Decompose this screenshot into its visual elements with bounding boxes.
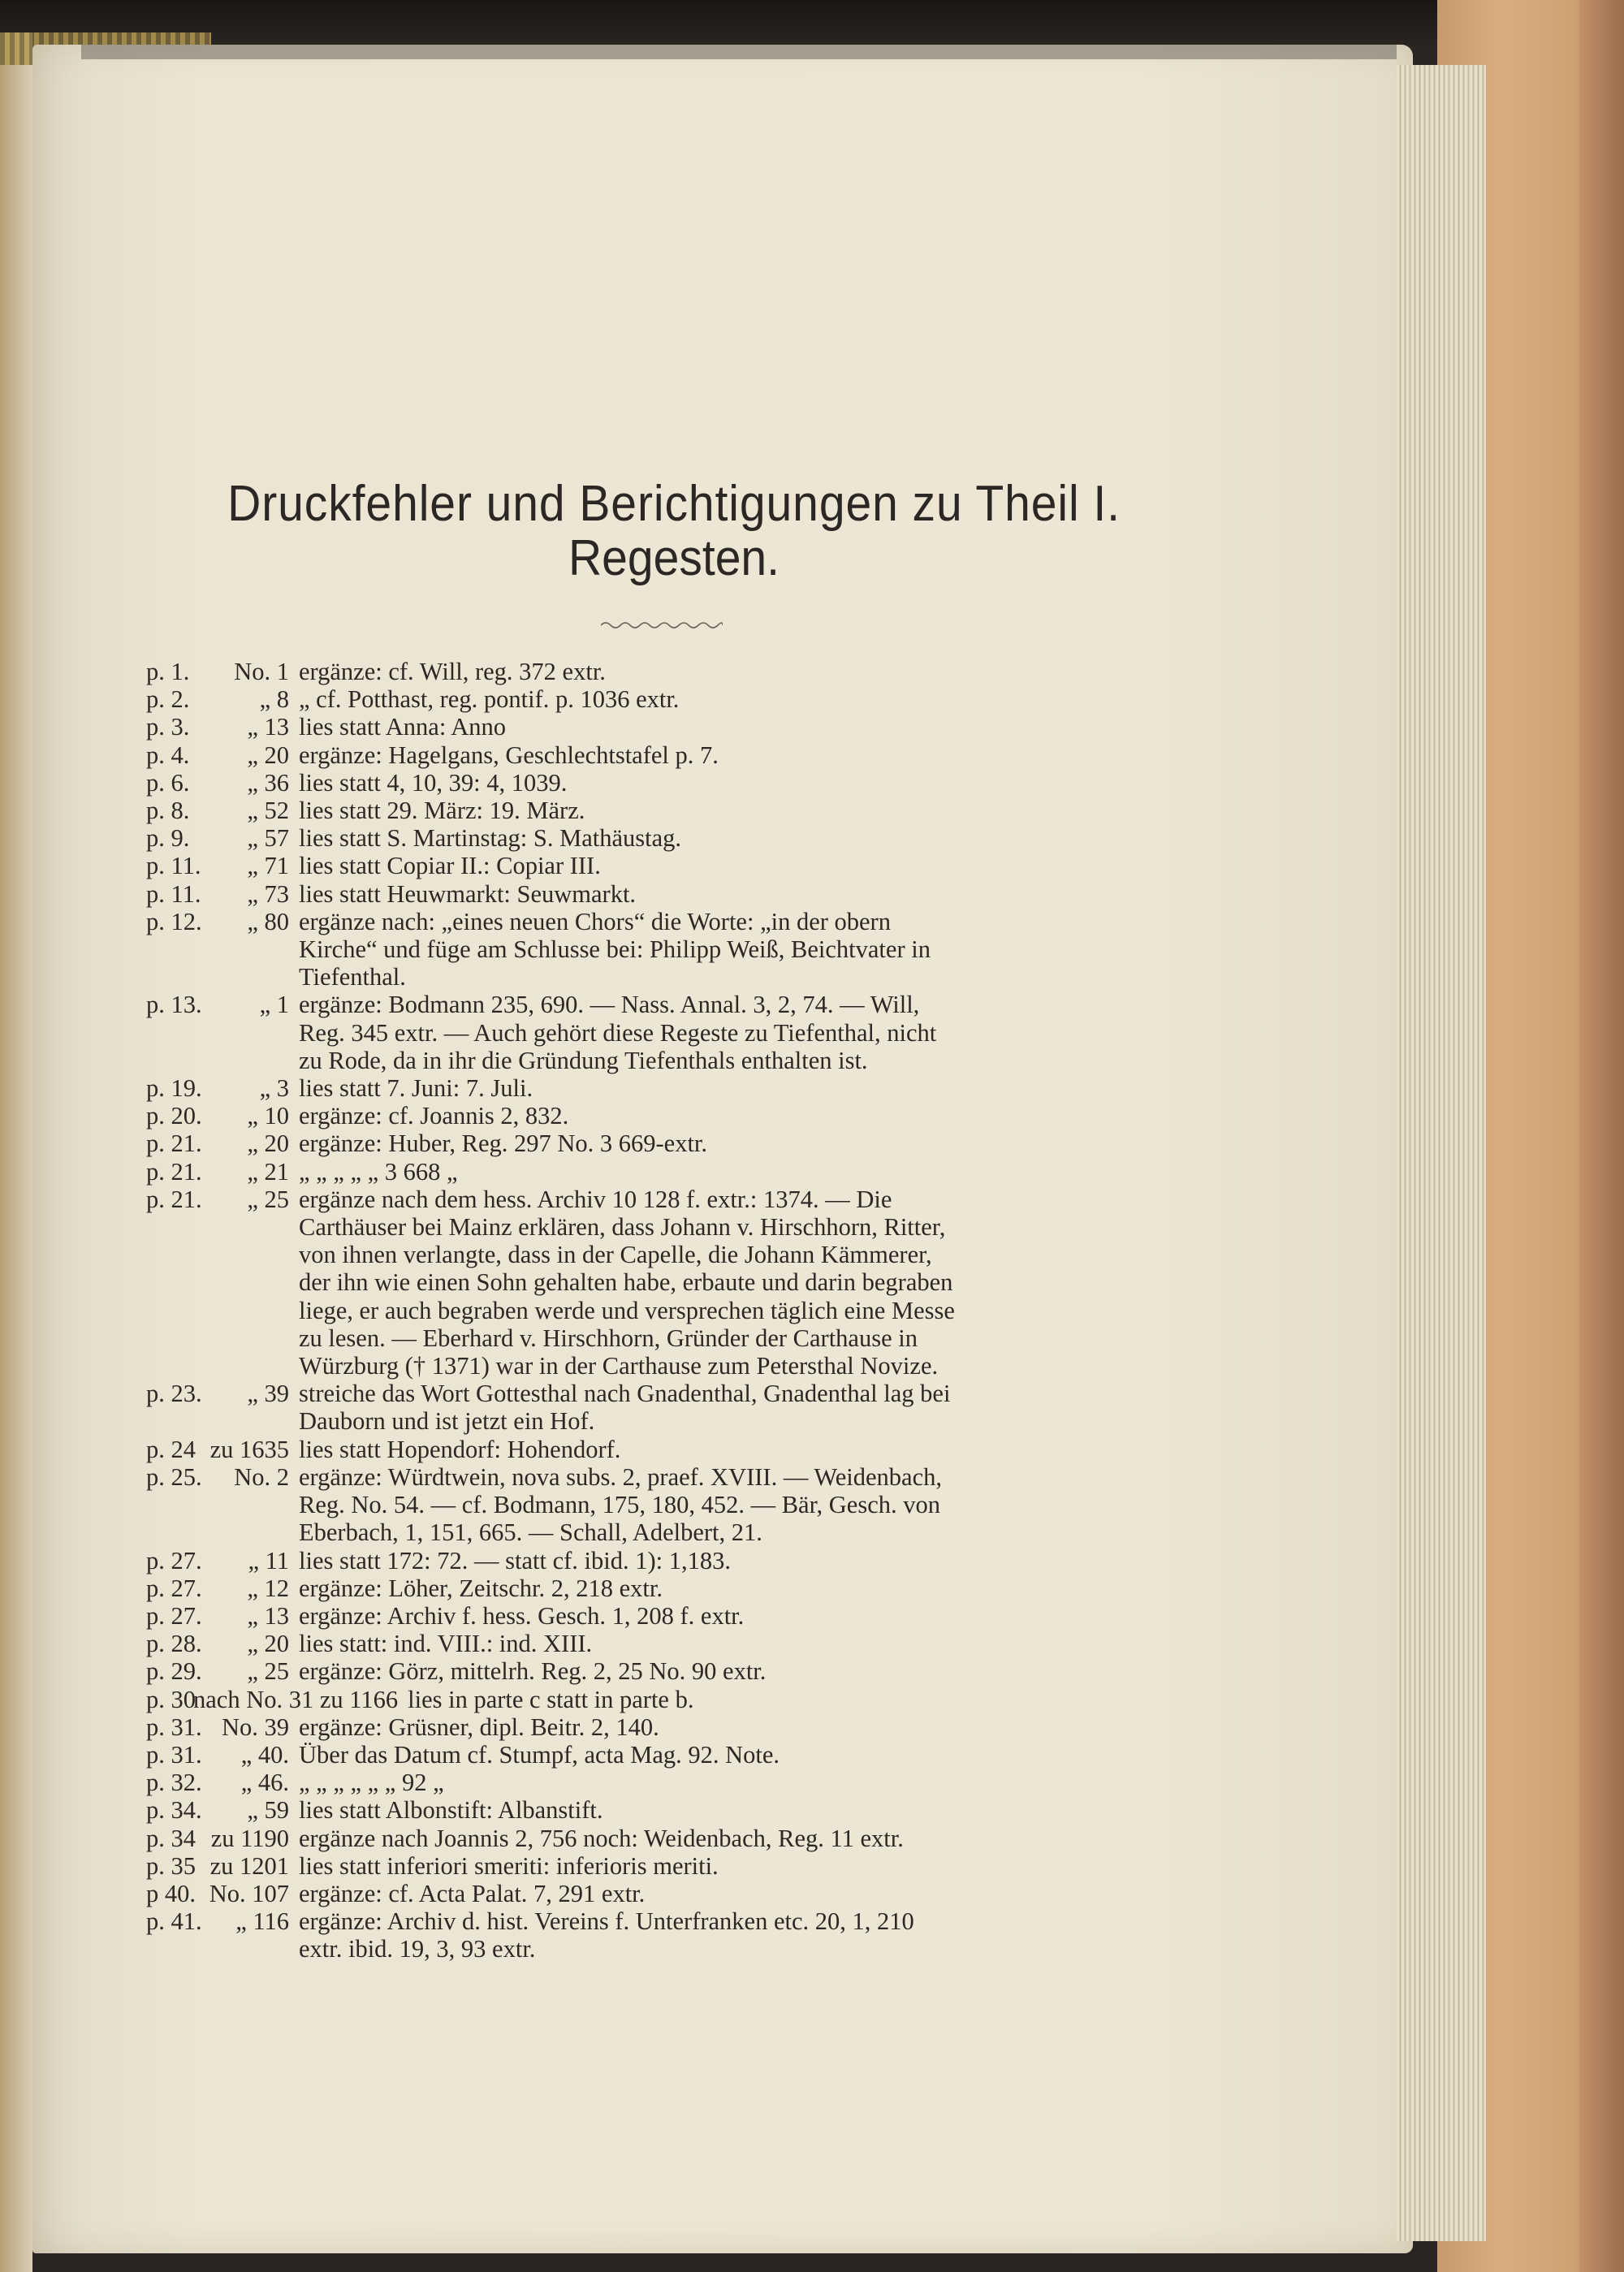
errata-entry	[146, 1880, 1194, 1907]
entry-text-line: Carthäuser bei Mainz erklären, dass Johann v. Hirschhorn, Ritter,	[299, 1213, 946, 1242]
entry-text-line: lies in parte c statt in parte b.	[408, 1685, 694, 1713]
entry-text	[299, 1130, 1194, 1157]
entry-text	[299, 1380, 1194, 1435]
entry-reference: „ 71	[247, 852, 289, 880]
entry-text	[299, 1796, 1194, 1824]
entry-page: p. 19.	[146, 1074, 202, 1103]
entry-reference: „ 12	[247, 1574, 289, 1602]
errata-entry	[146, 1852, 1194, 1880]
entry-page: p. 41.	[146, 1907, 202, 1936]
entry-reference: „ 20	[247, 741, 289, 769]
entry-text	[299, 1657, 1194, 1685]
entry-page: p. 31.	[146, 1740, 202, 1769]
entry-page: p. 27.	[146, 1546, 202, 1574]
errata-entry	[146, 1769, 1194, 1796]
entry-page: p. 34.	[146, 1796, 202, 1825]
entry-text-line: lies statt Hopendorf: Hohendorf.	[299, 1435, 621, 1463]
entry-page: p. 21.	[146, 1157, 202, 1186]
entry-reference: „ 21	[247, 1157, 289, 1186]
entry-reference: „ 25	[247, 1185, 289, 1213]
entry-reference: „ 1	[259, 991, 289, 1019]
entry-text	[299, 1574, 1194, 1602]
entry-text-line: ergänze: Würdtwein, nova subs. 2, praef. XVIII. — Weidenbach,	[299, 1462, 942, 1491]
entry-page: p. 20.	[146, 1102, 202, 1130]
page-subtitle: Regesten.	[568, 530, 780, 586]
errata-entry	[146, 1630, 1194, 1657]
errata-entry	[146, 1825, 1194, 1852]
errata-entry	[146, 1130, 1194, 1157]
errata-entry	[146, 1907, 1194, 1963]
errata-entry	[146, 880, 1194, 908]
entry-text	[299, 1769, 1194, 1796]
entry-text-line: zu lesen. — Eberhard v. Hirschhorn, Gründer der Carthause in	[299, 1324, 918, 1352]
entry-page: p. 32.	[146, 1769, 202, 1797]
entry-text-line: Reg. No. 54. — cf. Bodmann, 175, 180, 452. — Bär, Gesch. von	[299, 1491, 940, 1519]
entry-reference: „ 11	[248, 1546, 289, 1574]
entry-text	[299, 769, 1194, 797]
entry-text	[299, 1630, 1194, 1657]
entry-text-line: von ihnen verlangte, dass in der Capelle, die Johann Kämmerer,	[299, 1241, 932, 1269]
entry-text-line: lies statt Heuwmarkt: Seuwmarkt.	[299, 879, 637, 908]
entry-text	[299, 1547, 1194, 1574]
errata-entry	[146, 713, 1194, 741]
left-page-edge	[0, 32, 32, 2272]
errata-entry	[146, 1158, 1194, 1186]
entry-page: p. 27.	[146, 1601, 202, 1630]
errata-entry	[146, 908, 1194, 991]
entry-page: p. 21.	[146, 1130, 202, 1158]
entry-page: p. 9.	[146, 824, 190, 853]
page-stack-edges	[1397, 65, 1486, 2241]
entry-text-line: ergänze: cf. Will, reg. 372 extr.	[299, 658, 606, 685]
entry-text	[299, 1852, 1194, 1880]
entry-reference: „ 39	[247, 1380, 289, 1408]
entry-reference: „ 59	[247, 1796, 289, 1825]
entry-reference: „ 3	[259, 1074, 289, 1103]
errata-entry	[146, 1463, 1194, 1547]
errata-entry	[146, 1686, 1194, 1713]
entry-text	[299, 1907, 1194, 1963]
entry-reference: „ 20	[247, 1130, 289, 1158]
entry-page: p. 27.	[146, 1574, 202, 1602]
errata-entry	[146, 1796, 1194, 1824]
entry-text	[299, 1158, 1194, 1186]
entry-reference: „ 25	[247, 1657, 289, 1686]
entry-text	[299, 1713, 1194, 1741]
entry-text-line: „ cf. Potthast, reg. pontif. p. 1036 extr.	[299, 685, 680, 714]
entry-text-line: lies statt Copiar II.: Copiar III.	[299, 852, 601, 880]
entry-page: p. 8.	[146, 797, 190, 825]
entry-reference: No. 39	[221, 1713, 289, 1741]
entry-page: p. 11.	[146, 852, 201, 880]
entry-text-line: ergänze nach dem hess. Archiv 10 128 f. extr.: 1374. — Die	[299, 1185, 892, 1213]
entry-text	[299, 685, 1194, 713]
entry-reference: „ 13	[247, 713, 289, 741]
errata-entry	[146, 1436, 1194, 1463]
entry-text-line: Über das Datum cf. Stumpf, acta Mag. 92. Note.	[299, 1740, 780, 1769]
entry-text-line: ergänze: Löher, Zeitschr. 2, 218 extr.	[299, 1574, 663, 1602]
errata-entry	[146, 658, 1194, 685]
entry-text	[299, 1741, 1194, 1769]
entry-text-line: lies statt S. Martinstag: S. Mathäustag.	[299, 824, 682, 853]
entry-reference: „ 73	[247, 879, 289, 908]
entry-reference: „ 57	[247, 824, 289, 853]
errata-entry	[146, 1547, 1194, 1574]
entry-reference: „ 116	[235, 1907, 289, 1936]
entry-text	[299, 713, 1194, 741]
entry-page: p. 12.	[146, 907, 202, 935]
errata-entry	[146, 797, 1194, 824]
entry-text	[299, 1102, 1194, 1130]
entry-text-line: ergänze: Görz, mittelrh. Reg. 2, 25 No. 90 extr.	[299, 1657, 767, 1686]
entry-text	[408, 1686, 1194, 1713]
entry-text-line: „ „ „ „ „ 3 668 „	[299, 1157, 458, 1186]
entry-text-line: ergänze: Huber, Reg. 297 No. 3 669-extr.	[299, 1130, 708, 1158]
errata-entry	[146, 1713, 1194, 1741]
entry-text	[299, 1880, 1194, 1907]
entry-text	[299, 1186, 1194, 1380]
entry-text-line: lies statt inferiori smeriti: inferioris meriti.	[299, 1851, 719, 1880]
entry-reference: „ 80	[247, 907, 289, 935]
entry-page: p. 2.	[146, 685, 190, 714]
entry-text	[299, 908, 1194, 991]
entry-text	[299, 1074, 1194, 1102]
entry-text-line: lies statt 29. März: 19. März.	[299, 797, 585, 825]
errata-entry	[146, 1657, 1194, 1685]
errata-list	[146, 658, 1194, 1963]
entry-text-line: liege, er auch begraben werde und versprechen täglich eine Messe	[299, 1296, 955, 1324]
scan-background	[0, 0, 1624, 49]
entry-reference: „ 10	[247, 1102, 289, 1130]
errata-entry	[146, 685, 1194, 713]
entry-page: p. 24	[146, 1435, 196, 1463]
entry-text-line: ergänze: cf. Acta Palat. 7, 291 extr.	[299, 1879, 646, 1907]
entry-text-line: ergänze: Hagelgans, Geschlechtstafel p. 7.	[299, 741, 719, 769]
entry-page: p. 3.	[146, 713, 190, 741]
entry-text	[299, 1436, 1194, 1463]
errata-entry	[146, 1380, 1194, 1435]
entry-text-line: ergänze: Archiv d. hist. Vereins f. Unterfranken etc. 20, 1, 210	[299, 1907, 914, 1936]
entry-page: p. 21.	[146, 1185, 202, 1213]
entry-reference: No. 107	[209, 1879, 289, 1907]
entry-reference: zu 1190	[210, 1824, 289, 1852]
cover-strip	[1579, 0, 1624, 2272]
page-top-shadow	[81, 45, 1397, 59]
entry-text-line: streiche das Wort Gottesthal nach Gnadenthal, Gnadenthal lag bei	[299, 1380, 951, 1408]
entry-text-line: lies statt Anna: Anno	[299, 713, 507, 741]
entry-page: p. 23.	[146, 1380, 202, 1408]
errata-entry	[146, 991, 1194, 1074]
entry-text-line: ergänze: Archiv f. hess. Gesch. 1, 208 f. extr.	[299, 1601, 745, 1630]
entry-reference: „ 20	[247, 1630, 289, 1658]
entry-text	[299, 797, 1194, 824]
entry-page: p. 34	[146, 1824, 196, 1852]
entry-reference: „ 52	[247, 797, 289, 825]
entry-page: p. 6.	[146, 768, 190, 797]
entry-text-line: der ihn wie einen Sohn gehalten habe, erbaute und darin begraben	[299, 1268, 953, 1297]
entry-text-line: lies statt 4, 10, 39: 4, 1039.	[299, 768, 568, 797]
entry-text-line: lies statt: ind. VIII.: ind. XIII.	[299, 1630, 593, 1658]
entry-text-line: ergänze: cf. Joannis 2, 832.	[299, 1102, 569, 1130]
errata-entry	[146, 1074, 1194, 1102]
entry-page: p. 4.	[146, 741, 190, 769]
entry-reference: „ 13	[247, 1601, 289, 1630]
entry-text	[299, 991, 1194, 1074]
errata-entry	[146, 1102, 1194, 1130]
page-title: Druckfehler und Berichtigungen zu Theil I.	[227, 476, 1121, 532]
entry-text-line: Kirche“ und füge am Schlusse bei: Philipp Weiß, Beichtvater in	[299, 935, 931, 964]
entry-text-line: Dauborn und ist jetzt ein Hof.	[299, 1407, 595, 1436]
entry-page: p. 29.	[146, 1657, 202, 1686]
entry-text-line: extr. ibid. 19, 3, 93 extr.	[299, 1935, 536, 1963]
entry-text	[299, 1825, 1194, 1852]
entry-text-line: ergänze: Bodmann 235, 690. — Nass. Annal. 3, 2, 74. — Will,	[299, 991, 920, 1019]
errata-entry	[146, 1574, 1194, 1602]
entry-reference: No. 2	[234, 1462, 289, 1491]
entry-reference: zu 1635	[209, 1435, 289, 1463]
errata-entry	[146, 741, 1194, 769]
entry-reference: „ 40.	[240, 1740, 289, 1769]
errata-entry	[146, 1186, 1194, 1380]
errata-entry	[146, 1741, 1194, 1769]
entry-text	[299, 880, 1194, 908]
entry-text-line: lies statt 172: 72. — statt cf. ibid. 1): 1,183.	[299, 1546, 732, 1574]
entry-reference: „ 46.	[240, 1769, 289, 1797]
entry-text-line: Eberbach, 1, 151, 665. — Schall, Adelbert, 21.	[299, 1518, 762, 1547]
entry-page: p. 1.	[146, 658, 190, 685]
entry-page: p. 13.	[146, 991, 202, 1019]
entry-page: p. 31.	[146, 1713, 202, 1741]
entry-page: p. 28.	[146, 1630, 202, 1658]
entry-text-line: ergänze: Grüsner, dipl. Beitr. 2, 140.	[299, 1713, 659, 1741]
entry-page: p 40.	[146, 1879, 196, 1907]
entry-page: p. 11.	[146, 879, 201, 908]
errata-entry	[146, 1602, 1194, 1630]
entry-reference: „ 8	[259, 685, 289, 714]
entry-text-line: „ „ „ „ „ „ 92 „	[299, 1769, 444, 1797]
errata-entry	[146, 769, 1194, 797]
entry-reference: zu 1201	[209, 1851, 289, 1880]
errata-entry	[146, 824, 1194, 852]
entry-text	[299, 658, 1194, 685]
entry-page: p. 25.	[146, 1462, 202, 1491]
entry-text	[299, 741, 1194, 769]
errata-entry	[146, 852, 1194, 879]
entry-text-line: ergänze nach: „eines neuen Chors“ die Worte: „in der obern	[299, 907, 891, 935]
entry-text-line: lies statt 7. Juni: 7. Juli.	[299, 1074, 533, 1103]
entry-text-line: zu Rode, da in ihr die Gründung Tiefenthals enthalten ist.	[299, 1046, 868, 1074]
entry-text-line: Reg. 345 extr. — Auch gehört diese Regeste zu Tiefenthal, nicht	[299, 1018, 937, 1047]
entry-text-line: Würzburg († 1371) war in der Carthause zum Petersthal Novize.	[299, 1352, 939, 1380]
wavy-rule-ornament	[601, 619, 723, 632]
entry-text	[299, 1463, 1194, 1547]
entry-reference: No. 1	[234, 658, 289, 685]
entry-text	[299, 852, 1194, 879]
entry-text-line: Tiefenthal.	[299, 963, 406, 991]
entry-text	[299, 824, 1194, 852]
entry-page: p. 35	[146, 1851, 196, 1880]
entry-reference: nach No. 31 zu 1166	[193, 1685, 399, 1713]
entry-text	[299, 1602, 1194, 1630]
entry-text-line: ergänze nach Joannis 2, 756 noch: Weidenbach, Reg. 11 extr.	[299, 1824, 904, 1852]
entry-page: p. 30	[146, 1685, 196, 1713]
entry-text-line: lies statt Albonstift: Albanstift.	[299, 1796, 603, 1825]
entry-reference: „ 36	[247, 768, 289, 797]
